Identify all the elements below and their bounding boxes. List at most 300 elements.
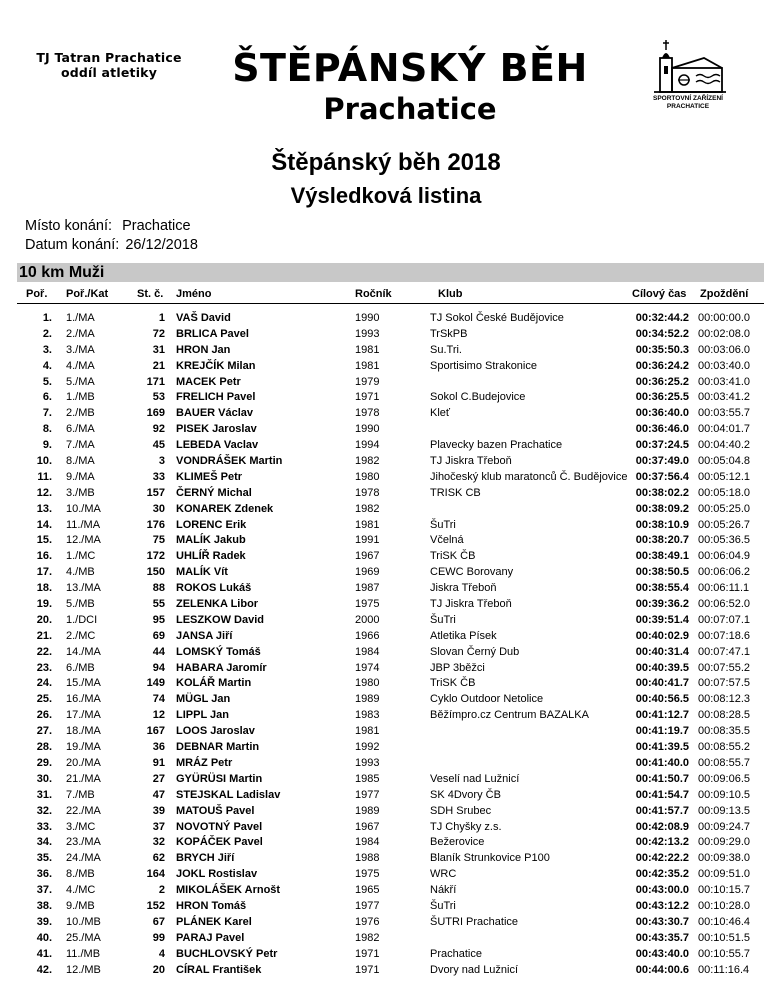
bib-cell: 75 bbox=[152, 534, 165, 547]
bib-cell: 69 bbox=[152, 629, 165, 642]
year-cell: 1977 bbox=[355, 788, 380, 801]
venue-value: Prachatice bbox=[122, 218, 191, 234]
category-rank-cell: 14./MA bbox=[66, 645, 101, 658]
table-row bbox=[0, 692, 772, 708]
rank-cell: 19. bbox=[36, 598, 52, 611]
finish-time-cell: 00:40:56.5 bbox=[635, 693, 689, 706]
event-banner-town: Prachatice bbox=[323, 92, 497, 126]
rank-cell: 22. bbox=[36, 645, 52, 658]
club-cell: Běžímpro.cz Centrum BAZALKA bbox=[430, 709, 589, 722]
date-info bbox=[25, 236, 198, 254]
venue-label: Místo konání: bbox=[25, 218, 113, 234]
name-cell: MIKOLÁŠEK Arnošt bbox=[176, 884, 281, 897]
finish-time-cell: 00:36:46.0 bbox=[635, 423, 689, 436]
column-header-category-rank: Poř./Kat bbox=[66, 288, 109, 300]
category-rank-cell: 6./MA bbox=[66, 423, 95, 436]
finish-time-cell: 00:37:24.5 bbox=[635, 439, 689, 452]
club-cell: Sokol C.Budejovice bbox=[430, 391, 526, 404]
name-cell: VAŠ David bbox=[176, 312, 231, 324]
year-cell: 1984 bbox=[355, 645, 380, 658]
gap-cell: 00:09:51.0 bbox=[698, 868, 750, 881]
club-cell: SK 4Dvory ČB bbox=[430, 788, 501, 801]
bib-cell: 94 bbox=[152, 661, 165, 674]
gap-cell: 00:03:40.0 bbox=[698, 359, 750, 372]
finish-time-cell: 00:39:36.2 bbox=[635, 598, 689, 611]
table-row bbox=[0, 947, 772, 963]
gap-cell: 00:06:52.0 bbox=[698, 598, 750, 611]
year-cell: 1981 bbox=[355, 343, 380, 356]
name-cell: LIPPL Jan bbox=[176, 709, 229, 722]
name-cell: BUCHLOVSKÝ Petr bbox=[176, 947, 278, 960]
year-cell: 1971 bbox=[355, 947, 380, 960]
table-row bbox=[0, 390, 772, 406]
year-cell: 1971 bbox=[355, 391, 380, 404]
rank-cell: 2. bbox=[42, 327, 52, 340]
table-row bbox=[0, 851, 772, 867]
table-row bbox=[0, 597, 772, 613]
name-cell: MÜGL Jan bbox=[176, 693, 231, 706]
finish-time-cell: 00:38:49.1 bbox=[635, 550, 689, 563]
logo-caption-line2: PRACHATICE bbox=[666, 103, 710, 110]
finish-time-cell: 00:34:52.2 bbox=[635, 327, 689, 340]
year-cell: 1967 bbox=[355, 820, 380, 833]
bib-cell: 21 bbox=[152, 359, 165, 372]
bib-cell: 3 bbox=[158, 455, 165, 468]
club-cell: Sportisimo Strakonice bbox=[430, 359, 537, 372]
gap-cell: 00:05:25.0 bbox=[698, 502, 750, 515]
bib-cell: 30 bbox=[152, 502, 165, 515]
bib-cell: 152 bbox=[146, 899, 165, 912]
bib-cell: 74 bbox=[152, 693, 165, 706]
club-cell: TJ Sokol České Budějovice bbox=[430, 312, 564, 324]
year-cell: 1977 bbox=[355, 899, 380, 912]
table-row bbox=[0, 788, 772, 804]
rank-cell: 28. bbox=[36, 741, 52, 754]
results-table bbox=[0, 311, 772, 978]
event-banner-title: ŠTĚPÁNSKÝ BĚH bbox=[232, 46, 588, 90]
page-title: Štěpánský běh 2018 bbox=[271, 149, 501, 176]
gap-cell: 00:11:16.4 bbox=[698, 963, 750, 976]
club-cell: Bežerovice bbox=[430, 836, 485, 849]
bib-cell: 31 bbox=[152, 343, 165, 356]
rank-cell: 39. bbox=[36, 915, 52, 928]
year-cell: 1987 bbox=[355, 582, 380, 595]
club-cell: Slovan Černý Dub bbox=[430, 645, 520, 658]
column-header-gap: Zpoždění bbox=[700, 288, 749, 300]
year-cell: 1975 bbox=[355, 598, 380, 611]
finish-time-cell: 00:37:49.0 bbox=[635, 455, 689, 468]
bib-cell: 91 bbox=[152, 756, 165, 769]
gap-cell: 00:05:26.7 bbox=[698, 518, 750, 531]
gap-cell: 00:09:10.5 bbox=[698, 788, 750, 801]
club-cell: Cyklo Outdoor Netolice bbox=[430, 693, 544, 706]
category-rank-cell: 7./MB bbox=[66, 788, 95, 801]
name-cell: MALÍK Jakub bbox=[176, 534, 246, 547]
category-rank-cell: 1./MC bbox=[66, 550, 96, 563]
bib-cell: 37 bbox=[152, 820, 165, 833]
year-cell: 1978 bbox=[355, 407, 380, 420]
table-row bbox=[0, 359, 772, 375]
gap-cell: 00:03:55.7 bbox=[698, 407, 750, 420]
rank-cell: 8. bbox=[42, 423, 52, 436]
table-row bbox=[0, 486, 772, 502]
club-cell: CEWC Borovany bbox=[430, 566, 514, 579]
name-cell: HRON Tomáš bbox=[176, 899, 247, 912]
category-rank-cell: 22./MA bbox=[66, 804, 101, 817]
rank-cell: 14. bbox=[36, 518, 52, 531]
gap-cell: 00:08:35.5 bbox=[698, 725, 750, 738]
year-cell: 1993 bbox=[355, 327, 380, 340]
bib-cell: 33 bbox=[152, 470, 165, 483]
bib-cell: 36 bbox=[152, 741, 165, 754]
rank-cell: 1. bbox=[42, 312, 52, 324]
category-header bbox=[17, 263, 764, 282]
finish-time-cell: 00:44:00.6 bbox=[635, 963, 689, 976]
category-rank-cell: 21./MA bbox=[66, 772, 101, 785]
name-cell: UHLÍŘ Radek bbox=[176, 550, 246, 563]
bib-cell: 1 bbox=[158, 312, 165, 324]
name-cell: MRÁZ Petr bbox=[176, 756, 233, 769]
category-rank-cell: 23./MA bbox=[66, 836, 101, 849]
category-rank-cell: 16./MA bbox=[66, 693, 101, 706]
club-cell: Atletika Písek bbox=[430, 629, 497, 642]
year-cell: 1989 bbox=[355, 693, 380, 706]
gap-cell: 00:04:40.2 bbox=[698, 439, 750, 452]
gap-cell: 00:10:15.7 bbox=[698, 884, 750, 897]
gap-cell: 00:06:11.1 bbox=[698, 582, 750, 595]
category-rank-cell: 5./MA bbox=[66, 375, 95, 388]
year-cell: 1978 bbox=[355, 486, 380, 499]
category-rank-cell: 13./MA bbox=[66, 582, 101, 595]
year-cell: 1982 bbox=[355, 931, 380, 944]
table-row bbox=[0, 931, 772, 947]
rank-cell: 6. bbox=[42, 391, 52, 404]
gap-cell: 00:10:51.5 bbox=[698, 931, 750, 944]
bib-cell: 171 bbox=[146, 375, 165, 388]
year-cell: 1984 bbox=[355, 836, 380, 849]
year-cell: 1983 bbox=[355, 709, 380, 722]
column-header-rank: Poř. bbox=[26, 288, 48, 300]
year-cell: 1990 bbox=[355, 312, 380, 324]
finish-time-cell: 00:36:40.0 bbox=[635, 407, 689, 420]
year-cell: 1982 bbox=[355, 455, 380, 468]
category-rank-cell: 12./MA bbox=[66, 534, 101, 547]
category-rank-cell: 18./MA bbox=[66, 725, 101, 738]
date-value: 26/12/2018 bbox=[125, 237, 198, 253]
category-rank-cell: 4./MA bbox=[66, 359, 95, 372]
table-row bbox=[0, 438, 772, 454]
club-cell: Prachatice bbox=[430, 947, 482, 960]
rank-cell: 32. bbox=[36, 804, 52, 817]
gap-cell: 00:09:38.0 bbox=[698, 852, 750, 865]
finish-time-cell: 00:36:25.2 bbox=[635, 375, 689, 388]
name-cell: LOOS Jaroslav bbox=[176, 725, 255, 738]
column-header-name: Jméno bbox=[176, 288, 212, 300]
rank-cell: 38. bbox=[36, 899, 52, 912]
finish-time-cell: 00:37:56.4 bbox=[635, 470, 689, 483]
bib-cell: 47 bbox=[152, 788, 165, 801]
rank-cell: 35. bbox=[36, 852, 52, 865]
category-rank-cell: 9./MA bbox=[66, 470, 95, 483]
name-cell: FRELICH Pavel bbox=[176, 391, 256, 404]
table-row bbox=[0, 629, 772, 645]
rank-cell: 25. bbox=[36, 693, 52, 706]
rank-cell: 37. bbox=[36, 884, 52, 897]
name-cell: PARAJ Pavel bbox=[176, 931, 245, 944]
gap-cell: 00:07:47.1 bbox=[698, 645, 750, 658]
club-cell: TriSK ČB bbox=[430, 677, 476, 690]
name-cell: CÍRAL František bbox=[176, 963, 262, 976]
bib-cell: 99 bbox=[152, 931, 165, 944]
gap-cell: 00:02:08.0 bbox=[698, 327, 750, 340]
name-cell: JANSA Jiří bbox=[176, 629, 233, 642]
bib-cell: 149 bbox=[146, 677, 165, 690]
rank-cell: 31. bbox=[36, 788, 52, 801]
rank-cell: 27. bbox=[36, 725, 52, 738]
category-rank-cell: 11./MA bbox=[66, 518, 101, 531]
name-cell: NOVOTNÝ Pavel bbox=[176, 820, 263, 833]
table-row bbox=[0, 756, 772, 772]
club-cell: Nákří bbox=[430, 884, 457, 897]
finish-time-cell: 00:39:51.4 bbox=[635, 613, 689, 626]
rank-cell: 3. bbox=[42, 343, 52, 356]
rank-cell: 20. bbox=[36, 613, 52, 626]
column-header-year: Ročník bbox=[355, 288, 392, 300]
table-row bbox=[0, 724, 772, 740]
table-row bbox=[0, 533, 772, 549]
category-rank-cell: 1./MA bbox=[66, 312, 95, 324]
rank-cell: 4. bbox=[42, 359, 52, 372]
category-rank-cell: 9./MB bbox=[66, 899, 95, 912]
bib-cell: 164 bbox=[146, 868, 165, 881]
category-rank-cell: 1./DCI bbox=[66, 613, 98, 626]
logo-caption-line1: SPORTOVNÍ ZAŘÍZENÍ bbox=[653, 95, 723, 102]
category-rank-cell: 11./MB bbox=[66, 947, 101, 960]
finish-time-cell: 00:42:22.2 bbox=[635, 852, 689, 865]
name-cell: STEJSKAL Ladislav bbox=[176, 788, 281, 801]
gap-cell: 00:08:28.5 bbox=[698, 709, 750, 722]
gap-cell: 00:07:57.5 bbox=[698, 677, 750, 690]
rank-cell: 16. bbox=[36, 550, 52, 563]
page-subtitle: Výsledková listina bbox=[290, 183, 482, 208]
table-row bbox=[0, 740, 772, 756]
finish-time-cell: 00:41:54.7 bbox=[635, 788, 689, 801]
finish-time-cell: 00:32:44.2 bbox=[635, 312, 689, 324]
finish-time-cell: 00:38:55.4 bbox=[635, 582, 689, 595]
category-rank-cell: 24./MA bbox=[66, 852, 101, 865]
table-row bbox=[0, 772, 772, 788]
category-rank-cell: 10./MB bbox=[66, 915, 101, 928]
name-cell: BRYCH Jiří bbox=[176, 852, 235, 865]
year-cell: 1988 bbox=[355, 852, 380, 865]
gap-cell: 00:10:46.4 bbox=[698, 915, 750, 928]
name-cell: KLIMEŠ Petr bbox=[176, 470, 243, 483]
club-cell: ŠUTRI Prachatice bbox=[430, 915, 519, 928]
club-cell: TJ Jiskra Třeboň bbox=[430, 598, 512, 611]
date-label: Datum konání: bbox=[25, 237, 120, 253]
category-rank-cell: 12./MB bbox=[66, 963, 101, 976]
finish-time-cell: 00:35:50.3 bbox=[635, 343, 689, 356]
name-cell: LORENC Erik bbox=[176, 518, 247, 531]
club-name-line1: TJ Tatran Prachatice bbox=[36, 50, 182, 65]
bib-cell: 27 bbox=[152, 772, 165, 785]
club-cell: TrSkPB bbox=[430, 327, 468, 340]
club-cell: TJ Chyšky z.s. bbox=[430, 820, 502, 833]
finish-time-cell: 00:42:13.2 bbox=[635, 836, 689, 849]
finish-time-cell: 00:41:50.7 bbox=[635, 772, 689, 785]
name-cell: LEBEDA Vaclav bbox=[176, 439, 259, 452]
bib-cell: 157 bbox=[146, 486, 165, 499]
gap-cell: 00:05:36.5 bbox=[698, 534, 750, 547]
gap-cell: 00:03:41.2 bbox=[698, 391, 750, 404]
gap-cell: 00:06:06.2 bbox=[698, 566, 750, 579]
year-cell: 1976 bbox=[355, 915, 380, 928]
category-rank-cell: 10./MA bbox=[66, 502, 101, 515]
year-cell: 1981 bbox=[355, 725, 380, 738]
gap-cell: 00:10:28.0 bbox=[698, 899, 750, 912]
year-cell: 1980 bbox=[355, 470, 380, 483]
bib-cell: 12 bbox=[152, 709, 165, 722]
club-name-line2: oddíl atletiky bbox=[60, 65, 158, 80]
table-row bbox=[0, 327, 772, 343]
gap-cell: 00:05:04.8 bbox=[698, 455, 750, 468]
finish-time-cell: 00:40:41.7 bbox=[635, 677, 689, 690]
year-cell: 1965 bbox=[355, 884, 380, 897]
gap-cell: 00:09:29.0 bbox=[698, 836, 750, 849]
name-cell: ROKOS Lukáš bbox=[176, 582, 252, 595]
table-row bbox=[0, 502, 772, 518]
finish-time-cell: 00:40:39.5 bbox=[635, 661, 689, 674]
name-cell: MATOUŠ Pavel bbox=[176, 804, 255, 817]
finish-time-cell: 00:41:57.7 bbox=[635, 804, 689, 817]
rank-cell: 42. bbox=[36, 963, 52, 976]
category-rank-cell: 2./MB bbox=[66, 407, 95, 420]
club-cell: TJ Jiskra Třeboň bbox=[430, 455, 512, 468]
year-cell: 1971 bbox=[355, 963, 380, 976]
bib-cell: 55 bbox=[152, 598, 165, 611]
finish-time-cell: 00:42:08.9 bbox=[635, 820, 689, 833]
category-rank-cell: 17./MA bbox=[66, 709, 101, 722]
gap-cell: 00:03:41.0 bbox=[698, 375, 750, 388]
table-row bbox=[0, 406, 772, 422]
category-rank-cell: 20./MA bbox=[66, 756, 101, 769]
table-row bbox=[0, 915, 772, 931]
year-cell: 1980 bbox=[355, 677, 380, 690]
header-divider bbox=[17, 303, 764, 304]
table-row bbox=[0, 883, 772, 899]
bib-cell: 167 bbox=[146, 725, 165, 738]
table-row bbox=[0, 820, 772, 836]
table-row bbox=[0, 311, 772, 327]
table-row bbox=[0, 375, 772, 391]
table-row bbox=[0, 899, 772, 915]
bib-cell: 172 bbox=[146, 550, 165, 563]
bib-cell: 150 bbox=[146, 566, 165, 579]
club-cell: Jihočeský klub maratonců Č. Budějovice bbox=[430, 470, 628, 483]
table-row bbox=[0, 343, 772, 359]
category-rank-cell: 7./MA bbox=[66, 439, 95, 452]
category-rank-cell: 3./MC bbox=[66, 820, 96, 833]
club-cell: ŠuTri bbox=[430, 899, 456, 912]
name-cell: KONAREK Zdenek bbox=[176, 502, 274, 515]
category-rank-cell: 8./MB bbox=[66, 868, 95, 881]
finish-time-cell: 00:40:02.9 bbox=[635, 629, 689, 642]
category-rank-cell: 15./MA bbox=[66, 677, 101, 690]
name-cell: VONDRÁŠEK Martin bbox=[176, 455, 283, 468]
rank-cell: 34. bbox=[36, 836, 52, 849]
gap-cell: 00:04:01.7 bbox=[698, 423, 750, 436]
bib-cell: 32 bbox=[152, 836, 165, 849]
bib-cell: 45 bbox=[152, 439, 165, 452]
table-row bbox=[0, 804, 772, 820]
finish-time-cell: 00:38:02.2 bbox=[635, 486, 689, 499]
club-cell: SDH Srubec bbox=[430, 804, 492, 817]
rank-cell: 33. bbox=[36, 820, 52, 833]
name-cell: PISEK Jaroslav bbox=[176, 423, 257, 436]
year-cell: 1990 bbox=[355, 423, 380, 436]
rank-cell: 26. bbox=[36, 709, 52, 722]
rank-cell: 30. bbox=[36, 772, 52, 785]
finish-time-cell: 00:36:24.2 bbox=[635, 359, 689, 372]
finish-time-cell: 00:41:19.7 bbox=[635, 725, 689, 738]
finish-time-cell: 00:43:00.0 bbox=[635, 884, 689, 897]
bib-cell: 44 bbox=[152, 645, 165, 658]
bib-cell: 53 bbox=[152, 391, 165, 404]
name-cell: MALÍK Vít bbox=[176, 566, 228, 579]
rank-cell: 13. bbox=[36, 502, 52, 515]
name-cell: JOKL Rostislav bbox=[176, 868, 258, 881]
name-cell: BAUER Václav bbox=[176, 407, 254, 420]
bib-cell: 176 bbox=[146, 518, 165, 531]
name-cell: LOMSKÝ Tomáš bbox=[176, 645, 261, 658]
finish-time-cell: 00:36:25.5 bbox=[635, 391, 689, 404]
club-cell: Su.Tri. bbox=[430, 343, 462, 356]
rank-cell: 23. bbox=[36, 661, 52, 674]
table-row bbox=[0, 549, 772, 565]
year-cell: 2000 bbox=[355, 613, 380, 626]
gap-cell: 00:09:06.5 bbox=[698, 772, 750, 785]
name-cell: GYÜRÜSI Martin bbox=[176, 772, 263, 785]
finish-time-cell: 00:38:50.5 bbox=[635, 566, 689, 579]
category-rank-cell: 2./MA bbox=[66, 327, 95, 340]
venue-info bbox=[25, 217, 191, 235]
gap-cell: 00:10:55.7 bbox=[698, 947, 750, 960]
finish-time-cell: 00:41:12.7 bbox=[635, 709, 689, 722]
rank-cell: 15. bbox=[36, 534, 52, 547]
name-cell: KOLÁŘ Martin bbox=[176, 677, 252, 690]
gap-cell: 00:00:00.0 bbox=[698, 312, 750, 324]
category-rank-cell: 4./MC bbox=[66, 884, 96, 897]
table-row bbox=[0, 676, 772, 692]
year-cell: 1969 bbox=[355, 566, 380, 579]
category-rank-cell: 2./MC bbox=[66, 629, 96, 642]
bib-cell: 95 bbox=[152, 613, 165, 626]
bib-cell: 2 bbox=[158, 884, 165, 897]
year-cell: 1979 bbox=[355, 375, 380, 388]
table-row bbox=[0, 645, 772, 661]
club-cell: TRISK CB bbox=[430, 486, 481, 499]
table-row bbox=[0, 581, 772, 597]
finish-time-cell: 00:38:09.2 bbox=[635, 502, 689, 515]
rank-cell: 36. bbox=[36, 868, 52, 881]
name-cell: HRON Jan bbox=[176, 343, 231, 356]
gap-cell: 00:09:13.5 bbox=[698, 804, 750, 817]
gap-cell: 00:08:12.3 bbox=[698, 693, 750, 706]
finish-time-cell: 00:38:20.7 bbox=[635, 534, 689, 547]
year-cell: 1991 bbox=[355, 534, 380, 547]
gap-cell: 00:07:18.6 bbox=[698, 629, 750, 642]
rank-cell: 29. bbox=[36, 756, 52, 769]
